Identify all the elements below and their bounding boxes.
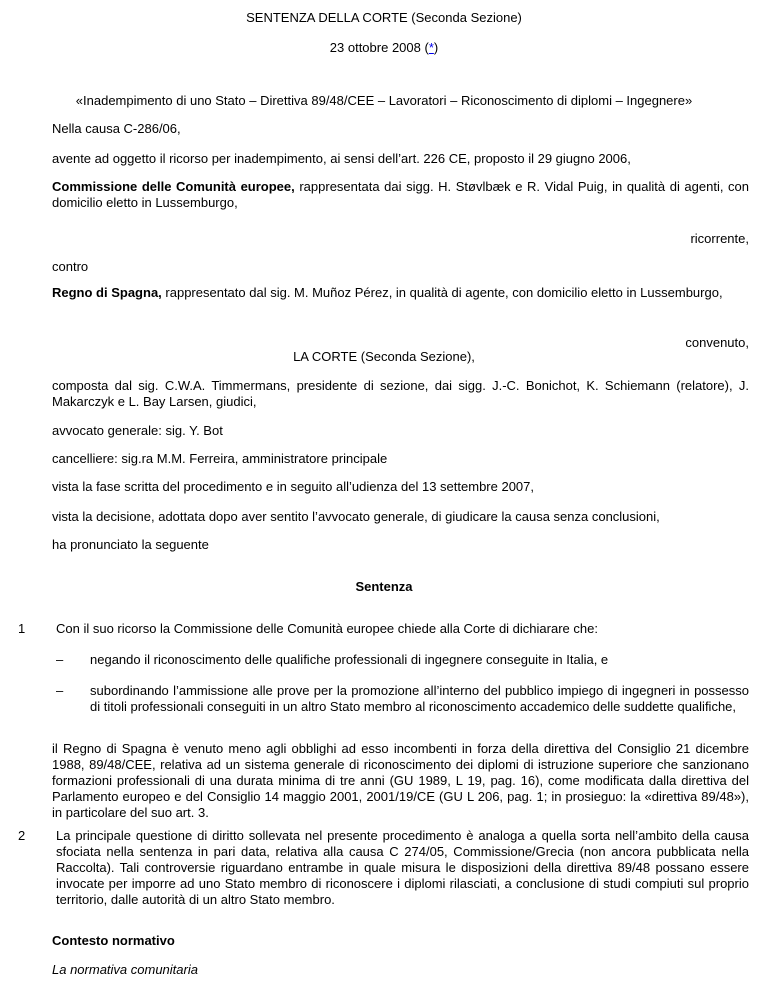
applicant-details: rappresentata dai sigg. H. Støvlbæk e R. Vidal Puig, in qualità di agenti, con domicilio eletto in Lussemburgo, — [52, 179, 749, 210]
applicant-paragraph — [52, 179, 749, 211]
list-dash: – — [56, 683, 64, 698]
advocate-general: avvocato generale: sig. Y. Bot — [52, 423, 223, 438]
case-number: Nella causa C‑286/06, — [52, 121, 181, 136]
case-subject: «Inadempimento di uno Stato – Direttiva 89/48/CEE – Lavoratori – Riconoscimento di diplomi – Ingegnere» — [75, 93, 693, 108]
list-dash: – — [56, 652, 64, 667]
registrar: cancelliere: sig.ra M.M. Ferreira, amministratore principale — [52, 451, 388, 466]
paragraph-conclusion: il Regno di Spagna è venuto meno agli obblighi ad esso incombenti in forza della direttiva del Consiglio 21 dicembre 1988, 89/48/CEE, relativa ad un sistema generale di riconoscimento dei diplomi di istruzione superiore che sanzionano formazioni professionali di una durata minima di tre anni (GU 1989, L 19, pag. 16), come modificata dalla direttiva del Parlamento europeo e del Consiglio 14 maggio 2001, 2001/19/CE (GU L 206, pag. 1; in prosieguo: la «direttiva 89/48»), in particolare del suo art. 3. — [52, 741, 749, 820]
case-object: avente ad oggetto il ricorso per inadempimento, ai sensi dell’art. 226 CE, proposto il 29 giugno 2006, — [52, 151, 631, 166]
paragraph-number: 1 — [18, 621, 26, 636]
applicant-name: Commissione delle Comunità europee, — [52, 179, 295, 194]
paragraph-intro: Con il suo ricorso la Commissione delle Comunità europee chiede alla Corte di dichiarare che: — [56, 621, 598, 636]
section-heading: Contesto normativo — [52, 933, 175, 948]
paragraph-number: 2 — [18, 828, 26, 843]
court-composition: composta dal sig. C.W.A. Timmermans, presidente di sezione, dai sigg. J.‑C. Bonichot, K. Schiemann (relatore), J. Makarczyk e L. Bay Larsen, giudici, — [52, 378, 749, 409]
footnote-link[interactable]: * — [428, 40, 434, 55]
judgment-date — [0, 40, 768, 56]
procedure-statement: vista la fase scritta del procedimento e in seguito all’udienza del 13 settembre 2007, — [52, 479, 535, 494]
decision-statement: vista la decisione, adottata dopo aver sentito l’avvocato generale, di giudicare la causa senza conclusioni, — [52, 509, 660, 524]
contro-label: contro — [52, 259, 89, 274]
defendant-name: Regno di Spagna, — [52, 285, 162, 300]
applicant-role: ricorrente, — [690, 231, 749, 246]
defendant-details: rappresentato dal sig. M. Muñoz Pérez, in qualità di agente, con domicilio eletto in Lussemburgo, — [161, 285, 723, 300]
judgment-title: SENTENZA DELLA CORTE (Seconda Sezione) — [246, 10, 522, 25]
defendant-paragraph — [52, 285, 749, 301]
subsection-heading: La normativa comunitaria — [52, 962, 198, 977]
paragraph-text: La principale questione di diritto sollevata nel presente procedimento è analoga a quella sorta nell’ambito della causa sfociata nella sentenza in pari data, relativa alla causa C 274/05, Commissione/Grecia (non ancora pubblicata nella Raccolta). Tali controversie riguardano entrambe in quale misura le disposizioni della direttiva 89/48 possano essere invocate per imporre ad uno Stato membro di riconoscere i diplomi rilasciati, a conclusione di studi compiuti sul proprio territorio, dalle autorità di un altro Stato membro. — [56, 828, 749, 907]
pronounced-statement: ha pronunciato la seguente — [52, 537, 209, 552]
defendant-role: convenuto, — [685, 335, 749, 350]
date-text: 23 ottobre 2008 ( — [329, 40, 429, 55]
list-item: negando il riconoscimento delle qualifiche professionali di ingegnere conseguite in Italia, e — [90, 652, 609, 667]
date-close: ) — [433, 40, 439, 55]
court-heading: LA CORTE (Seconda Sezione), — [293, 349, 475, 364]
judgment-heading: Sentenza — [355, 579, 413, 594]
list-item: subordinando l’ammissione alle prove per la promozione all’interno del pubblico impiego di ingegneri in possesso di titoli professionali conseguiti in un altro Stato membro al riconoscimento accademico delle suddette qualifiche, — [90, 683, 749, 714]
